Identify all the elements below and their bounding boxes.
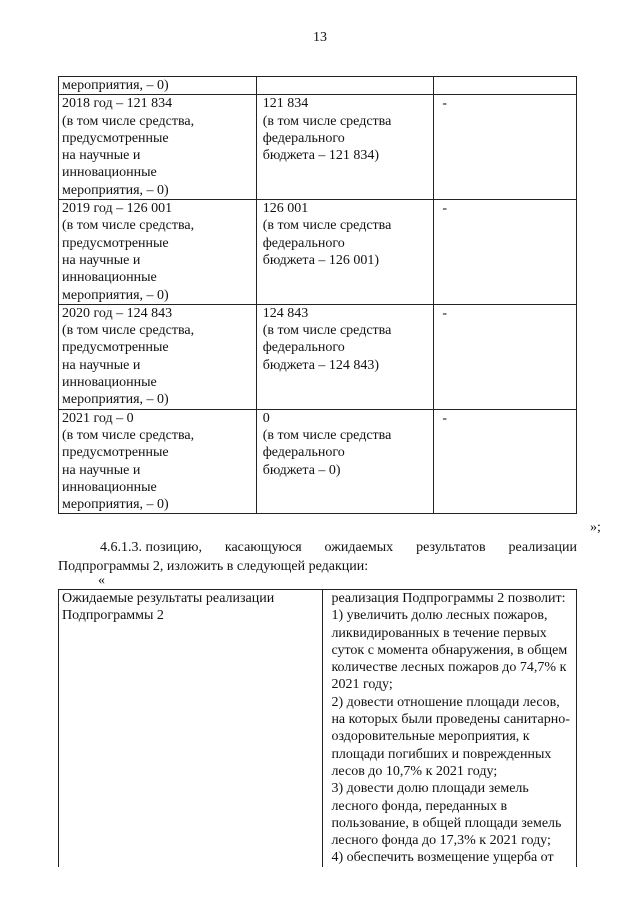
table-cell	[434, 77, 577, 95]
table-cell: 126 001 (в том числе средства федерального бюджета – 126 001)	[256, 200, 434, 305]
table-row	[59, 304, 577, 409]
table-row	[59, 200, 577, 305]
paragraph-word: реализации	[508, 540, 577, 555]
paragraph-word: 4.6.1.3. позицию,	[100, 540, 202, 555]
table-cell: 2018 год – 121 834 (в том числе средства, предусмотренные на научные и инновационные мероприятия, – 0)	[59, 95, 257, 200]
paragraph-line: Подпрограммы 2, изложить в следующей редакции:	[58, 559, 369, 574]
table-row	[59, 409, 577, 514]
table-cell: -	[434, 200, 577, 305]
table-row	[59, 590, 577, 867]
table-cell: 121 834 (в том числе средства федерального бюджета – 121 834)	[256, 95, 434, 200]
table-cell: реализация Подпрограммы 2 позволит: 1) увеличить долю лесных пожаров, ликвидированных в течение первых суток с момента обнаружения, в общем количестве лесных пожаров до 74,7% к 2021 году; 2) довести отношение площади лесов, на которых были проведены санитарно- оздоровительные мероприятия, к площади погибших и поврежденных лесов до 10,7% к 2021 году; 3) довести долю площади земель лесного фонда, переданных в пользование, в общей площади земель лесного фонда до 17,3% к 2021 году; 4) обеспечить возмещение ущерба от	[323, 590, 577, 867]
paragraph-word: ожидаемых	[324, 540, 394, 555]
table-cell: 124 843 (в том числе средства федерального бюджета – 124 843)	[256, 304, 434, 409]
table-row	[59, 77, 577, 95]
table-row	[59, 95, 577, 200]
paragraph-word: результатов	[416, 540, 486, 555]
table-cell: -	[434, 304, 577, 409]
expected-results-table	[58, 589, 577, 867]
table-cell: -	[434, 409, 577, 514]
table-cell: Ожидаемые результаты реализации Подпрограммы 2	[59, 590, 323, 867]
table-cell: 0 (в том числе средства федерального бюджета – 0)	[256, 409, 434, 514]
funding-table	[58, 76, 577, 514]
table-cell	[256, 77, 434, 95]
paragraph-line	[58, 538, 577, 557]
paragraph-word: касающуюся	[224, 540, 302, 555]
table-cell: мероприятия, – 0)	[59, 77, 257, 95]
opening-quote: «	[98, 573, 105, 588]
page-number: 13	[313, 30, 327, 45]
table-cell: 2020 год – 124 843 (в том числе средства, предусмотренные на научные и инновационные мероприятия, – 0)	[59, 304, 257, 409]
amendment-paragraph	[58, 538, 577, 576]
table-cell: 2019 год – 126 001 (в том числе средства, предусмотренные на научные и инновационные мероприятия, – 0)	[59, 200, 257, 305]
table-cell: -	[434, 95, 577, 200]
closing-quote: »;	[590, 520, 601, 535]
table-cell: 2021 год – 0 (в том числе средства, предусмотренные на научные и инновационные мероприятия, – 0)	[59, 409, 257, 514]
